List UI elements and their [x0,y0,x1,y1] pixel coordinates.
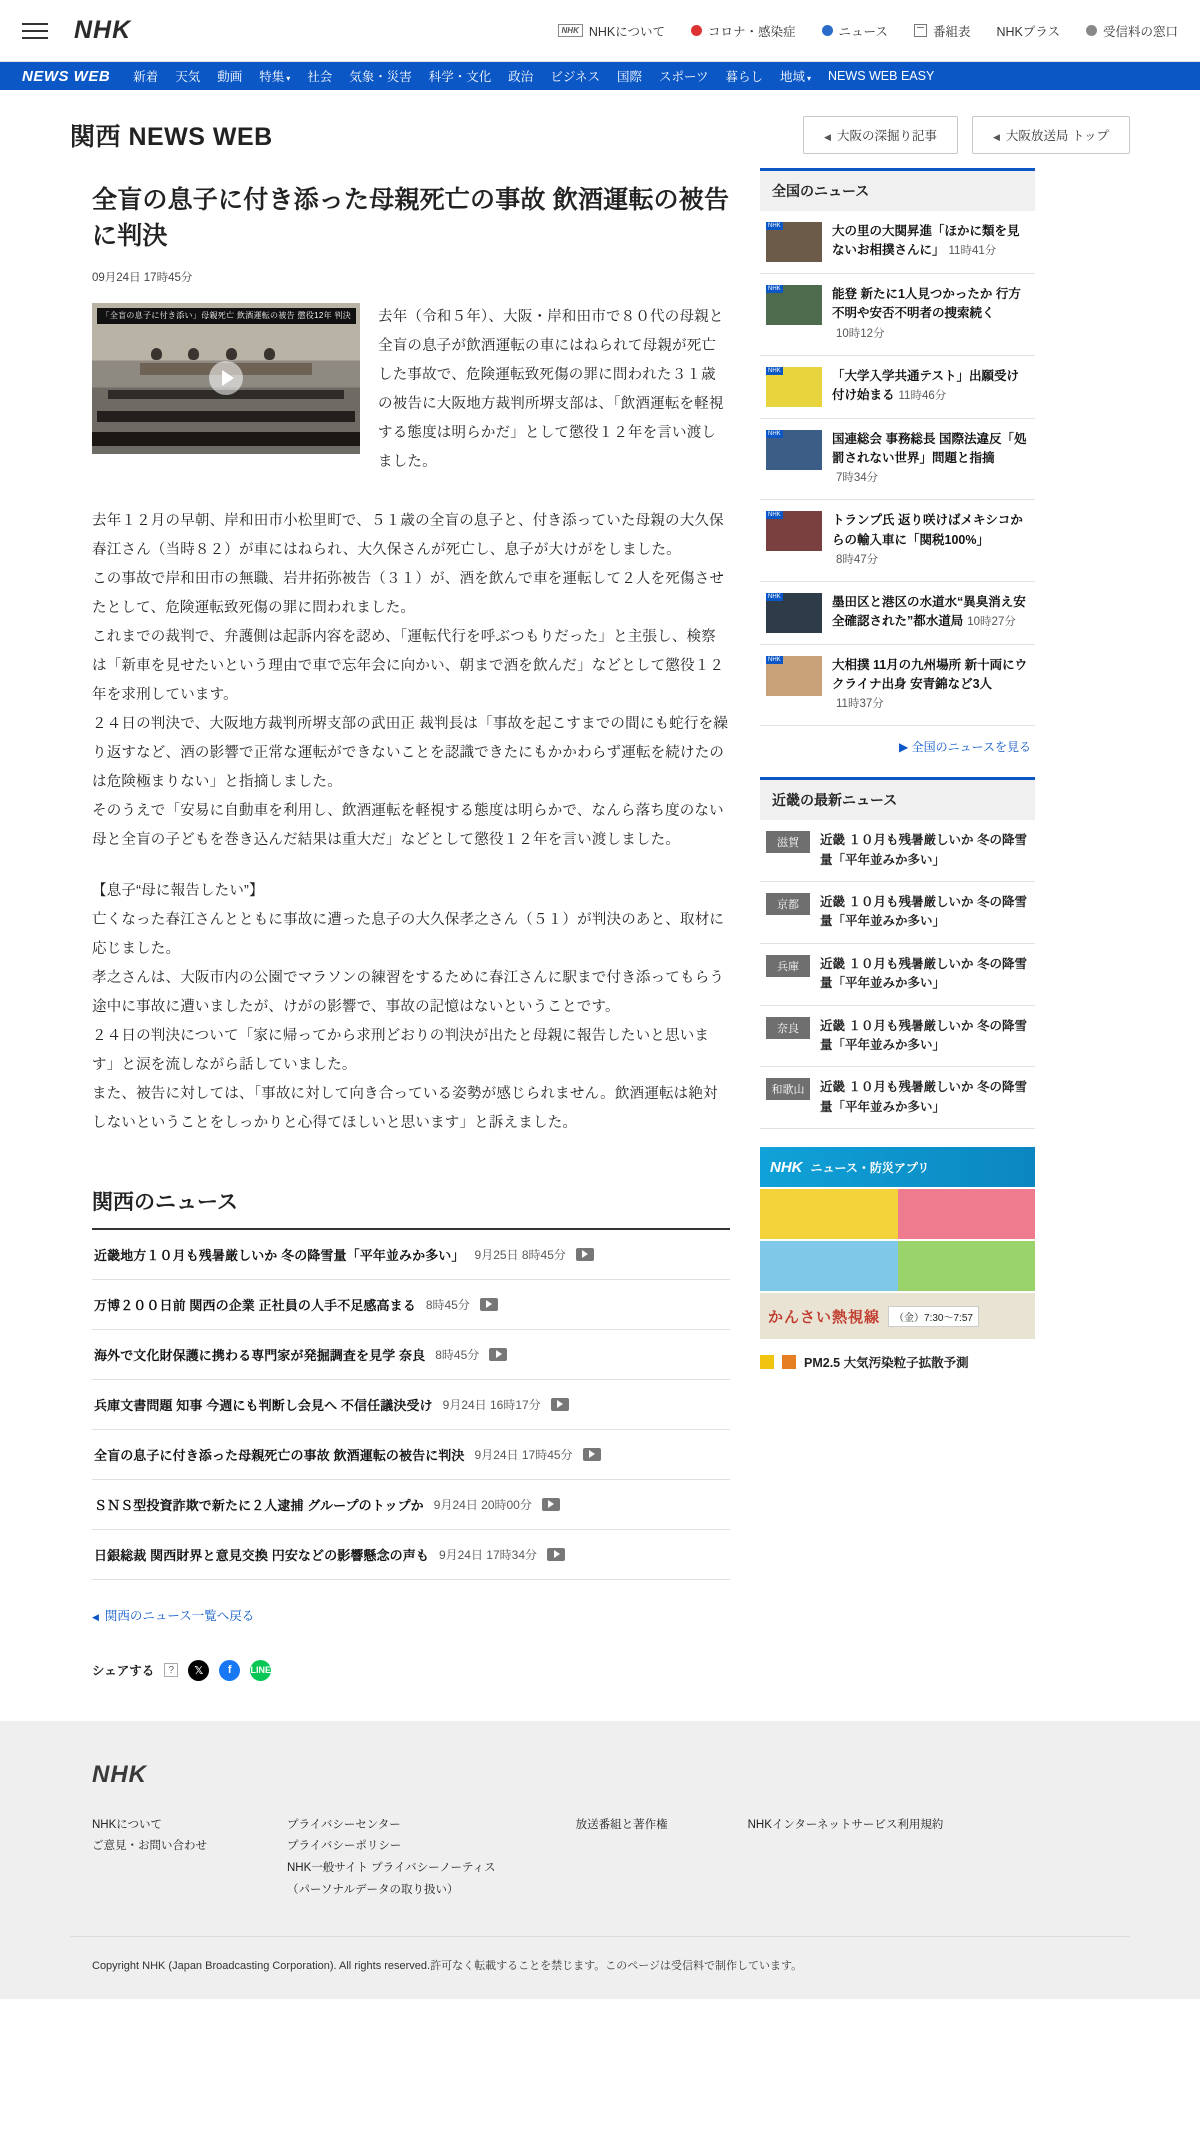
news-title: 兵庫文書問題 知事 今週にも判断し会見へ 不信任議決受け [94,1397,433,1413]
news-time: 10時12分 [836,327,885,340]
back-to-kansai-news-link[interactable] [92,1606,730,1624]
list-item[interactable] [92,1230,730,1280]
app-banner-text: ニュース・防災アプリ [810,1160,930,1175]
article-title: 全盲の息子に付き添った母親死亡の事故 飲酒運転の被告に判決 [92,186,730,251]
kansai-news-heading: 関西のニュース [92,1186,730,1230]
nav-item-business[interactable]: ビジネス [550,70,600,84]
article-paragraph: この事故で岸和田市の無職、岩井拓弥被告（３１）が、酒を飲んで車を運転して２人を死傷させたとして、危険運転致死傷の罪に問われました。 [92,570,725,616]
article-paragraph: 孝之さんは、大阪市内の公園でマラソンの練習をするために春江さんに駅まで付き添ってもらう途中に事故に遭いましたが、けがの影響で、事故の記憶はないということです。 [92,969,725,1015]
list-item[interactable] [92,1430,730,1480]
footer-link-privacy-center[interactable]: プライバシーセンター [287,1818,401,1831]
footer-link-privacy-policy[interactable]: プライバシーポリシー [287,1840,402,1853]
topnav-label: 番組表 [932,24,971,39]
thumbnail [766,593,822,633]
footer-links [92,1815,1130,1902]
nav-item-region[interactable] [780,67,811,85]
news-title: 全盲の息子に付き添った母親死亡の事故 飲酒運転の被告に判決 [94,1447,465,1463]
play-icon[interactable] [583,1448,601,1461]
topnav-label: 受信料の窓口 [1102,24,1178,39]
list-item[interactable] [760,645,1035,727]
nhk-badge: NHK [768,223,781,229]
news-title: 近畿 １０月も残暑厳しいか 冬の降雪量「平年並みか多い」 [820,956,1027,991]
back-link-label: 関西のニュース一覧へ戻る [104,1608,255,1623]
news-date: 9月24日 16時17分 [442,1397,541,1412]
topnav-item-news[interactable] [822,22,888,40]
nhk-badge: NHK [768,286,781,292]
news-text [832,222,1029,262]
topnav-label: コロナ・感染症 [708,24,796,39]
nav-item-video[interactable]: 動画 [217,70,243,84]
list-item[interactable] [760,356,1035,419]
news-date: 9月24日 17時34分 [438,1547,537,1562]
news-time: 11時41分 [948,245,997,258]
news-text [832,511,1029,570]
thumbnail [766,285,822,325]
prefecture-tag: 京都 [766,893,810,915]
courtroom-bench-2 [97,411,354,422]
facebook-share-icon[interactable]: f [219,1660,240,1681]
list-item[interactable] [760,582,1035,645]
courtroom-bench-3 [92,432,360,446]
news-text [832,656,1029,715]
play-icon[interactable] [489,1348,507,1361]
sidebar [760,168,1035,1371]
nav-item-society[interactable]: 社会 [307,70,333,84]
news-title: トランプ氏 返り咲けばメキシコからの輸入車に「関税100%」 [832,513,1023,547]
line-share-icon[interactable]: LINE [250,1660,271,1681]
thumbnail [766,222,822,262]
thumbnail [766,430,822,470]
pm25-icon-orange [782,1355,796,1369]
footer-link-privacy-notice[interactable]: NHK一般サイト プライバシーノーティス [287,1862,496,1875]
footer-column-4 [748,1815,944,1902]
news-title: 国連総会 事務総長 国際法違反「処罰されない世界」問題と指摘 [832,431,1027,465]
list-item[interactable] [92,1330,730,1380]
nhk-badge: NHK [768,430,781,437]
topnav-item-corona[interactable] [691,22,796,40]
kinki-news-heading: 近畿の最新ニュース [760,777,1035,820]
nav-item-science[interactable]: 科学・文化 [428,70,492,84]
news-web-brand[interactable]: NEWS WEB [22,67,111,85]
tv-banner-right [898,1241,1036,1291]
play-icon[interactable] [576,1248,594,1261]
footer-column-3 [576,1815,668,1902]
topnav-item-about[interactable] [558,22,666,40]
blue-nav-bar [0,62,1200,90]
right-triangle-icon: ▶ [899,740,909,755]
news-title: ＳＮＳ型投資詐欺で新たに２人逮捕 グループのトップか [94,1497,424,1513]
news-date: 8時45分 [435,1347,480,1362]
news-title: 能登 新たに1人見つかったか 行方不明や安否不明者の捜索続く [832,287,1021,321]
courtroom-figures [92,348,360,362]
tv-banner-left [760,1241,898,1291]
news-title: 万博２００日前 関西の企業 正社員の人手不足感高まる [94,1297,416,1313]
article-subheading: 【息子“母に報告したい”】 [92,882,264,899]
news-text [832,367,1029,407]
grid-icon [914,24,927,37]
news-title: 「大学入学共通テスト」出願受け付け始まる [832,368,1020,402]
page-title: 関西 NEWS WEB [70,123,273,151]
nav-item-international[interactable]: 国際 [616,70,642,84]
red-dot-icon [691,25,702,36]
prefecture-tag: 兵庫 [766,955,810,977]
tv-banner-right [898,1189,1036,1239]
nav-item-life[interactable]: 暮らし [725,70,763,84]
gray-dot-icon [1086,25,1097,36]
play-icon[interactable] [551,1398,569,1411]
nav-item-new[interactable]: 新着 [133,70,159,84]
tv-banner-left [760,1189,898,1239]
topnav-label: NHKプラス [996,24,1060,39]
program-time: （金）7:30〜7:57 [888,1306,979,1327]
news-title: 大の里の大関昇進「ほかに類を見ないお相撲さんに」 [832,224,1020,258]
link-label: 全国のニュースを見る [911,740,1031,755]
page-header [70,90,1130,168]
nhk-badge: NHK [768,512,781,519]
prefecture-tag: 奈良 [766,1017,810,1039]
tv-program-banner-2[interactable] [760,1241,1035,1291]
nav-label: 地域 [780,70,806,84]
footer-column-2 [287,1815,496,1902]
article-paragraph: ２４日の判決について「家に帰ってから求刑どおりの判決が出たと母親に報告したいと思います」と涙を流しながら話していました。 [92,1027,710,1073]
footer [0,1721,1200,1999]
list-item[interactable] [760,820,1035,882]
news-time: 10時27分 [967,616,1016,629]
article-paragraph: ２４日の判決で、大阪地方裁判所堺支部の武田正 裁判長は「事故を起こすまでの間にも蛇行を繰り返すなど、酒の影響で正常な運転ができないことを認識できたにもかかわらず運転を続けたのは危険極まりない」と指摘しました。 [92,715,729,790]
page-body [70,168,1130,1721]
nhk-badge: NHK [768,367,781,374]
prefecture-tag: 和歌山 [766,1078,810,1100]
left-triangle-icon: ◀ [992,132,1000,142]
list-item[interactable] [760,211,1035,274]
nhk-logo-small: NHK [770,1158,803,1176]
article-date: 09月24日 17時45分 [92,271,193,284]
article-paragraph: そのうえで「安易に自動車を利用し、飲酒運転を軽視する態度は明らかで、なんら落ち度のない母と全盲の子どもを巻き込んだ結果は重大だ」などとして懲役１２年を言い渡しました。 [92,802,724,848]
play-icon[interactable] [209,361,243,395]
view-national-news-link[interactable] [760,726,1035,767]
news-title: 近畿 １０月も残暑厳しいか 冬の降雪量「平年並みか多い」 [820,1018,1027,1052]
left-triangle-icon: ◀ [824,132,831,142]
nav-label: 特集 [259,70,285,84]
nhk-mini-logo-icon: NHK [558,24,583,37]
list-item[interactable] [760,500,1035,582]
list-item[interactable] [92,1530,730,1580]
footer-link-copyright[interactable]: 放送番組と著作権 [575,1818,668,1831]
hamburger-icon[interactable] [22,23,56,39]
nav-item-news-web-easy[interactable]: NEWS WEB EASY [828,69,935,83]
pm25-icon-yellow [760,1355,774,1369]
pm25-forecast-link[interactable] [760,1353,1035,1371]
news-title: 日銀総裁 関西財界と意見交換 円安などの影響懸念の声も [94,1547,429,1563]
article-top [92,303,730,477]
osaka-deep-articles-button[interactable] [803,116,958,154]
x-share-icon[interactable]: 𝕏 [188,1660,209,1681]
page-header-buttons [803,116,1130,154]
list-item[interactable] [760,274,1035,356]
list-item[interactable] [760,1006,1035,1068]
news-title: 近畿 １０月も残暑厳しいか 冬の降雪量「平年並みか多い」 [820,1080,1027,1114]
article-paragraph: また、被告に対しては、「事故に対して向き合っている姿勢が感じられません。飲酒運転は絶対しないということをしっかりと心得てほしいと思います」と訴えました。 [92,1085,718,1131]
list-item[interactable] [760,944,1035,1006]
news-title: 近畿地方１０月も残暑厳しいか 冬の降雪量「平年並みか多い」 [94,1247,465,1263]
list-item[interactable] [760,419,1035,501]
list-item[interactable] [760,1067,1035,1129]
article-paragraph: 亡くなった春江さんとともに事故に遭った息子の大久保孝之さん（５１）が判決のあと、取材に応じました。 [92,911,725,957]
tv-program-banner-1[interactable] [760,1189,1035,1239]
footer-link-about[interactable]: NHKについて [92,1818,163,1831]
button-label: 大阪放送局 トップ [1005,129,1109,143]
news-text [832,285,1029,344]
blue-dot-icon [822,25,833,36]
kansai-nesshisen-banner[interactable] [760,1293,1035,1339]
top-bar [0,0,1200,62]
chevron-down-icon: ▾ [286,74,291,83]
play-icon[interactable] [547,1548,565,1561]
footer-nhk-logo: NHK [92,1760,147,1788]
thumbnail [766,511,822,551]
nhk-app-banner[interactable] [760,1147,1035,1187]
nav-item-disaster[interactable]: 気象・災害 [349,70,412,84]
play-icon[interactable] [480,1298,498,1311]
news-title: 墨田区と港区の水道水“異臭消え安全確認された”都水道局 [832,594,1026,629]
top-nav [558,22,1178,40]
help-icon[interactable]: ? [164,1663,178,1677]
article-lead: 去年（令和５年）、大阪・岸和田市で８０代の母親と全盲の息子が飲酒運転の車にはねられて母親が死亡した事故で、危険運転致死傷の罪に問われた３１歳の被告に大阪地方裁判所堺支部は、「飲酒運転を軽視する態度は明らかだ」として懲役１２年を言い渡しました。 [378,308,724,470]
news-time: 11時46分 [898,389,947,402]
list-item[interactable] [92,1280,730,1330]
thumbnail [766,656,822,696]
nhk-logo[interactable]: NHK [74,16,132,44]
topnav-label: ニュース [838,24,888,39]
news-time: 7時34分 [836,472,879,485]
topnav-item-fee[interactable] [1086,22,1178,40]
news-time: 11時37分 [836,698,884,711]
chevron-down-icon: ▾ [807,74,812,83]
list-item[interactable] [92,1380,730,1430]
footer-column-1 [92,1815,207,1902]
thumbnail [766,367,822,407]
article-paragraph: 去年１２月の早朝、岸和田市小松里町で、５１歳の全盲の息子と、付き添っていた母親の大久保春江さん（当時８２）が車にはねられ、大久保さんが死亡し、息子が大けがをしました。 [92,512,724,558]
play-icon[interactable] [542,1498,560,1511]
article-body [92,507,730,1138]
footer-link-terms[interactable]: NHKインターネットサービス利用規約 [747,1818,944,1831]
footer-link-contact[interactable]: ご意見・お問い合わせ [92,1840,207,1853]
news-title: 海外で文化財保護に携わる専門家が発掘調査を見学 奈良 [94,1347,426,1363]
nav-item-sports[interactable]: スポーツ [658,70,709,84]
news-date: 9月25日 8時45分 [474,1247,566,1262]
nav-item-feature[interactable] [259,67,290,85]
nav-item-weather[interactable]: 天気 [175,70,201,84]
article-video-thumbnail[interactable] [92,303,360,454]
article-paragraph: これまでの裁判で、弁護側は起訴内容を認め、「運転代行を呼ぶつもりだった」と主張し、検察は「新車を見せたいという理由で車で忘年会に向かい、朝まで酒を飲んだ」などとして懲役１２年を求刑しています。 [92,628,725,703]
topnav-label: NHKについて [588,24,666,39]
program-title: かんさい熱視線 [768,1308,881,1326]
news-text [832,430,1029,489]
pm25-label: PM2.5 大気汚染粒子拡散予測 [804,1356,969,1370]
news-date: 9月24日 17時45分 [474,1447,573,1462]
news-title: 近畿 １０月も残暑厳しいか 冬の降雪量「平年並みか多い」 [820,833,1027,867]
news-date: 9月24日 20時00分 [433,1497,532,1512]
news-time: 8時47分 [836,553,879,566]
news-date: 8時45分 [425,1297,470,1312]
video-caption-overlay: 「全盲の息子に付き添い」母親死亡 飲酒運転の被告 懲役12年 判決 [97,308,356,325]
topnav-item-schedule[interactable] [914,22,971,40]
list-item[interactable] [760,882,1035,944]
nhk-badge: NHK [768,593,781,600]
nav-item-politics[interactable]: 政治 [508,70,534,84]
list-item[interactable] [92,1480,730,1530]
left-triangle-icon: ◀ [92,1611,99,1622]
nhk-badge: NHK [768,656,781,663]
news-title: 大相撲 11月の九州場所 新十両にウクライナ出身 安青錦など3人 [832,657,1028,692]
prefecture-tag: 滋賀 [766,831,810,853]
copyright-text: Copyright NHK (Japan Broadcasting Corporation). All rights reserved.許可なく転載することを禁じます。このページは受信料で制作しています。 [70,1936,1130,1973]
share-label: シェアする [92,1664,155,1678]
main-column [70,168,730,1681]
national-news-heading: 全国のニュース [760,168,1035,211]
topnav-item-plus[interactable] [996,22,1060,40]
footer-link-personal-data[interactable]: （パーソナルデータの取り扱い） [287,1884,459,1897]
osaka-station-top-button[interactable] [972,116,1130,154]
news-text [832,593,1029,633]
button-label: 大阪の深掘り記事 [836,129,937,143]
share-section [92,1660,730,1681]
news-title: 近畿 １０月も残暑厳しいか 冬の降雪量「平年並みか多い」 [820,895,1027,929]
